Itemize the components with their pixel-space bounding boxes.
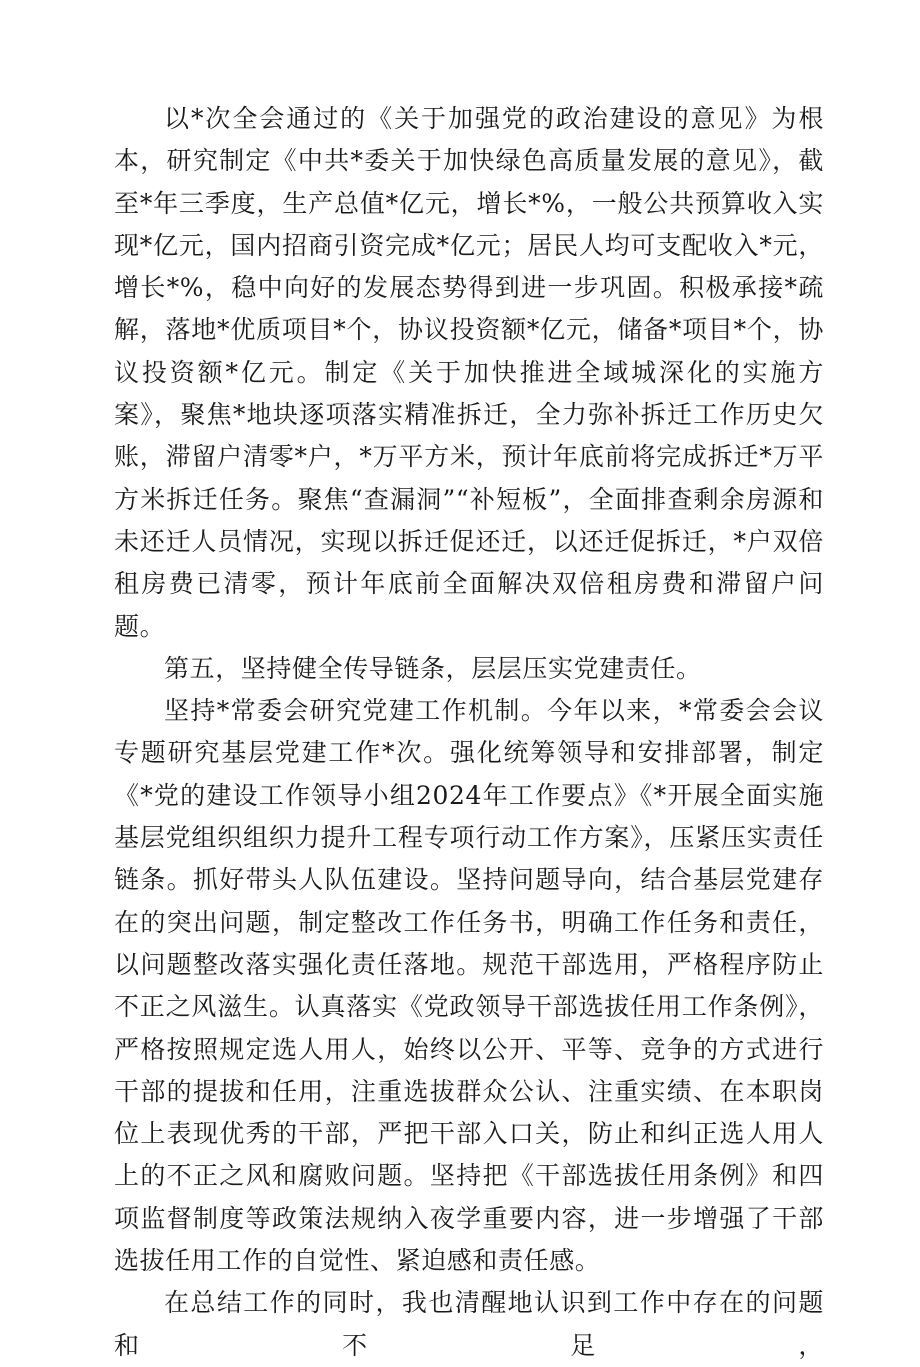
paragraph-party-building-responsibility: 坚持*常委会研究党建工作机制。今年以来，*常委会会议专题研究基层党建工作*次。强化统筹领导和安排部署，制定《*党的建设工作领导小组2024年工作要点》《*开展全面实施基层党组织组织力提升工程专项行动工作方案》，压紧压实责任链条。抓好带头人队伍建设。坚持问题导向，结合基层党建存在的突出问题，制定整改工作任务书，明确工作任务和责任，以问题整改落实强化责任落地。规范干部选用，严格程序防止不正之风滋生。认真落实《党政领导干部选拔任用工作条例》，严格按照规定选人用人，始终以公开、平等、竞争的方式进行干部的提拔和任用，注重选拔群众公认、注重实绩、在本职岗位上表现优秀的干部，严把干部入口关，防止和纠正选人用人上的不正之风和腐败问题。坚持把《干部选拔任用条例》和四项监督制度等政策法规纳入夜学重要内容，进一步增强了干部选拔任用工作的自觉性、紧迫感和责任感。 bbox=[114, 696, 824, 1276]
document-body bbox=[114, 98, 824, 1367]
paragraph-heading-fifth: 第五，坚持健全传导链条，层层压实党建责任。 bbox=[164, 653, 702, 683]
paragraph-development-results: 以*次全会通过的《关于加强党的政治建设的意见》为根本，研究制定《中共*委关于加快绿色高质量发展的意见》，截至*年三季度，生产总值*亿元，增长*%，一般公共预算收入实现*亿元，国内招商引资完成*亿元；居民人均可支配收入*元，增长*%，稳中向好的发展态势得到进一步巩固。积极承接*疏解，落地*优质项目*个，协议投资额*亿元，储备*项目*个，协议投资额*亿元。制定《关于加快推进全域城深化的实施方案》，聚焦*地块逐项落实精准拆迁，全力弥补拆迁工作历史欠账，滞留户清零*户，*万平方米，预计年底前将完成拆迁*万平方米拆迁任务。聚焦“查漏洞”“补短板”，全面排查剩余房源和未还迁人员情况，实现以拆迁促还迁，以还迁促拆迁，*户双倍租房费已清零，预计年底前全面解决双倍租房费和滞留户问题。 bbox=[114, 104, 824, 641]
paragraph-summary-start: 在总结工作的同时，我也清醒地认识到工作中存在的问题和不足， bbox=[114, 1288, 824, 1360]
